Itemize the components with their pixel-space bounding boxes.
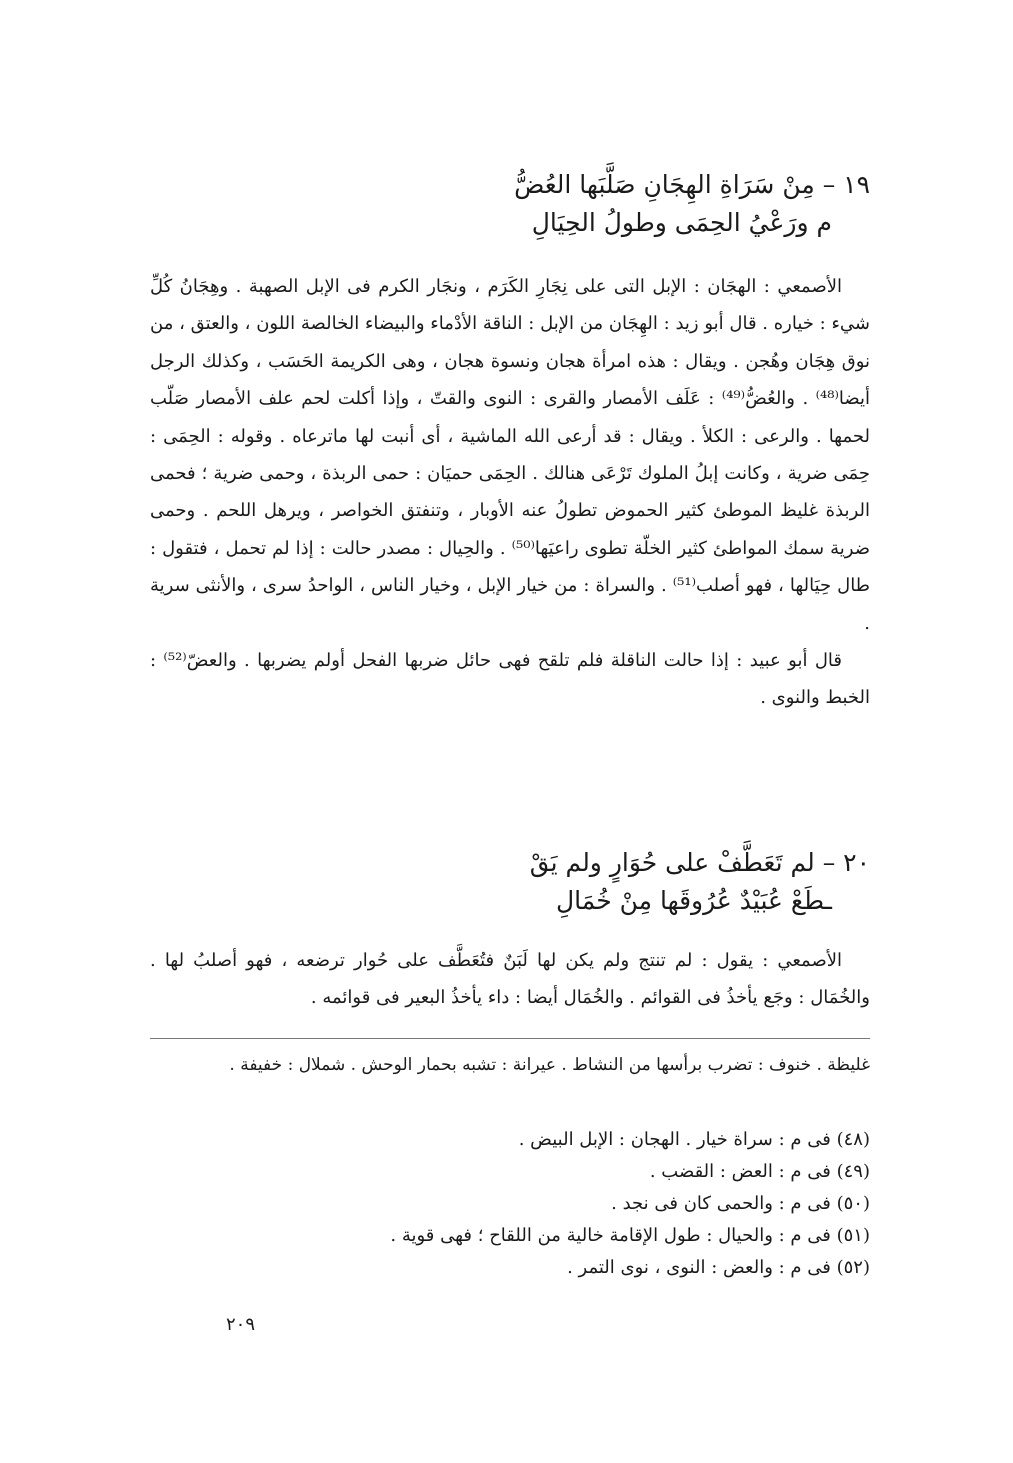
verse-19: [150, 166, 870, 242]
verse-20-line-1: ٢٠ – لم تَعَطَّفْ على حُوَارٍ ولم يَقْ: [529, 848, 870, 877]
verse-20-line-2: ـطَعْ عُبَيْدٌ عُرُوقَها مِنْ خُمَالِ: [555, 886, 832, 915]
footnote-52: (٥٢) فى م : والعض : النوى ، نوى التمر .: [567, 1257, 870, 1278]
commentary-19-paragraph-1: الأصمعي : الهجَان : الإبل التى على نِجَارِ الكَرَم ، ونجَار الكرم فى الإبل الصهبة . وهِجَانُ كُلِّ شيء : خياره . قال أبو زيد : الهِجَان من الإبل : الناقة الأدْماء والبيضاء الخالصة اللون ، والعتق ، من نوق هِجَان وهُجن . ويقال : هذه امرأة هجان ونسوة هجان ، وهى الكريمة الحَسَب ، وكذلك الرجل أيضا⁽⁴⁸⁾ . والعُضُّ⁽⁴⁹⁾ : عَلَف الأمصار والقرى : النوى والقتّ ، وإذا أكلت لحم علف الأمصار صَلّب لحمها . والرعى : الكلأ . ويقال : قد أرعى الله الماشية ، أى أنبت لها ماترعاه . وقوله : الحِمَى : حِمَى ضرية ، وكانت إبلُ الملوك تَرْعَى هنالك . الحِمَى حميَان : حمى الربذة ، وحمى ضرية ؛ فحمى الربذة غليظ الموطئ كثير الحموض تطولُ عنه الأوبار ، وتنفتق الخواصر ، ويرهل اللحم . وحمى ضرية سمك المواطئ كثير الخلّة تطوى راعيَها⁽⁵⁰⁾ . والحِيال : مصدر حالت : إذا لم تحمل ، فتقول : طال حِيَالها ، فهو أصلب⁽⁵¹⁾ . والسراة : من خيار الإبل ، وخيار الناس ، الواحدُ سرى ، والأنثى سرية .: [150, 276, 871, 634]
footnote-51: (٥١) فى م : والحيال : طول الإقامة خالية من اللقاح ؛ فهى قوية .: [390, 1225, 870, 1246]
separator-rule: [150, 1038, 870, 1039]
commentary-20: [150, 942, 870, 1017]
continued-note-text: غليظة . خنوف : تضرب برأسها من النشاط . عيرانة : تشبه بحمار الوحش . شملال : خفيفة .: [229, 1055, 870, 1075]
verse-19-line-1: ١٩ – مِنْ سَرَاةِ الهِجَانِ صَلَّبَها العُضُّ: [514, 170, 870, 199]
footnote-50: (٥٠) فى م : والحمى كان فى نجد .: [611, 1193, 870, 1214]
commentary-20-paragraph: الأصمعي : يقول : لم تنتج ولم يكن لها لَبَنٌ فتُعَطَّف على حُوار ترضعه ، فهو أصلبُ لها . والخُمَال : وجَع يأخذُ فى القوائم . والخُمَال أيضا : داء يأخذُ البعير فى قوائمه .: [150, 950, 870, 1009]
footnotes: [150, 1124, 870, 1284]
footnote-49: (٤٩) فى م : العض : القضب .: [649, 1161, 870, 1182]
verse-19-line-2: م ورَعْيُ الحِمَى وطولُ الحِيَالِ: [531, 208, 832, 237]
page-number: ٢٠٩: [226, 1314, 256, 1335]
verse-20: [150, 844, 870, 920]
footnote-48: (٤٨) فى م : سراة خيار . الهجان : الإبل البيض .: [518, 1129, 870, 1150]
commentary-19-paragraph-2: قال أبو عبيد : إذا حالت الناقلة فلم تلقح فهى حائل ضربها الفحل أولم يضربها . والعضّ⁽⁵²⁾ : الخبط والنوى .: [150, 650, 870, 709]
commentary-19: [150, 268, 870, 717]
continued-note: [150, 1050, 870, 1080]
